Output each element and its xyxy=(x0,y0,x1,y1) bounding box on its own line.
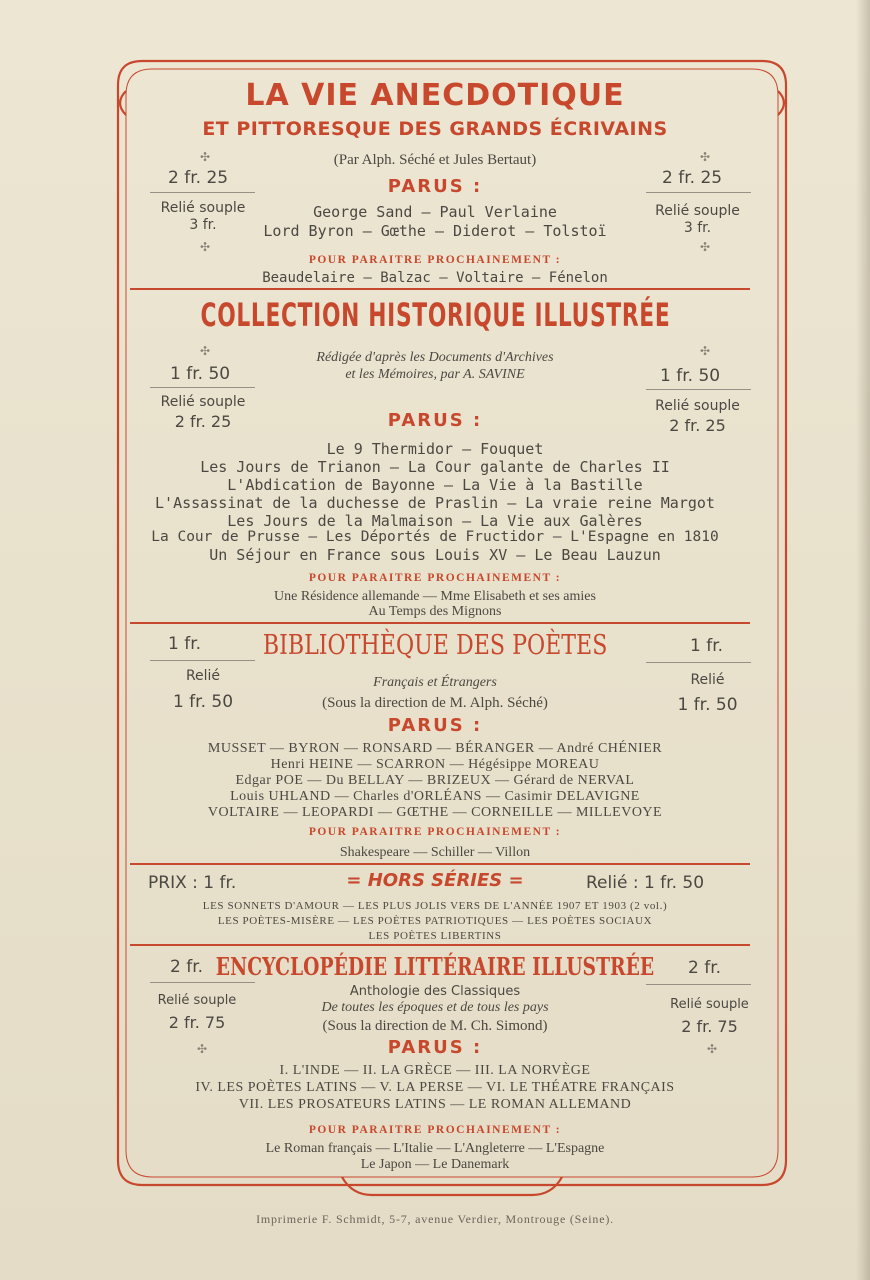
ornament-icon: ✣ xyxy=(196,1042,208,1056)
series-subtitle: ET PITTORESQUE DES GRANDS ÉCRIVAINS xyxy=(202,118,668,140)
series-title-vie-anecdotique: LA VIE ANECDOTIQUE xyxy=(245,78,625,113)
relie-price-left: 2 fr. 75 xyxy=(168,1013,226,1032)
series-description: et les Mémoires, par A. SAVINE xyxy=(345,367,525,382)
parus-line: Lord Byron — Gœthe — Diderot — Tolstoï xyxy=(263,222,607,240)
series-description: Rédigée d'après les Documents d'Archives xyxy=(316,350,554,365)
prochainement-heading: POUR PARAITRE PROCHAINEMENT : xyxy=(308,1124,562,1136)
price-left: 2 fr. xyxy=(170,957,204,977)
hors-series-relie-price: Relié : 1 fr. 50 xyxy=(586,873,705,893)
divider xyxy=(646,389,751,390)
relie-label-left: Relié souple xyxy=(160,394,246,410)
relie-price-right: 1 fr. 50 xyxy=(677,695,738,715)
relie-price-left: 2 fr. 25 xyxy=(174,412,232,431)
series-title-collection-historique: COLLECTION HISTORIQUE ILLUSTRÉE xyxy=(200,296,670,334)
parus-line: George Sand — Paul Verlaine xyxy=(313,203,557,221)
prochainement-heading: POUR PARAITRE PROCHAINEMENT : xyxy=(308,826,562,838)
parus-line: L'Assassinat de la duchesse de Praslin — La vraie reine Margot xyxy=(155,494,715,512)
parus-line: I. L'INDE — II. LA GRÈCE — III. LA NORVÈGE xyxy=(279,1063,591,1078)
ornament-icon: ✣ xyxy=(199,150,211,164)
hors-series-line: LES POÈTES LIBERTINS xyxy=(368,930,502,942)
prochainement-list: Au Temps des Mignons xyxy=(368,604,502,619)
price-right: 2 fr. xyxy=(688,958,722,978)
ornament-icon: ✣ xyxy=(699,344,711,358)
series-title-bibliotheque-poetes: BIBLIOTHÈQUE DES POÈTES xyxy=(262,630,608,661)
hors-series-price: PRIX : 1 fr. xyxy=(148,873,237,893)
section-rule xyxy=(130,622,750,624)
price-right: 2 fr. 25 xyxy=(662,168,723,188)
hors-series-title: = HORS SÉRIES = xyxy=(346,870,524,891)
parus-line: Un Séjour en France sous Louis XV — Le Beau Lauzun xyxy=(209,546,661,564)
relie-label-left: Relié xyxy=(185,668,221,684)
printer-imprint: Imprimerie F. Schmidt, 5-7, avenue Verdier, Montrouge (Seine). xyxy=(256,1212,614,1226)
parus-heading: PARUS : xyxy=(387,176,483,197)
parus-line: Edgar POE — Du BELLAY — BRIZEUX — Gérard de NERVAL xyxy=(235,773,635,788)
series-title-encyclopedie: ENCYCLOPÉDIE LITTÉRAIRE ILLUSTRÉE xyxy=(215,952,655,981)
hors-series-line: LES POÈTES-MISÈRE — LES POÈTES PATRIOTIQUES — LES POÈTES SOCIAUX xyxy=(217,915,653,927)
parus-line: IV. LES POÈTES LATINS — V. LA PERSE — VI. LE THÉATRE FRANÇAIS xyxy=(195,1080,675,1095)
parus-line: Louis UHLAND — Charles d'ORLÉANS — Casimir DELAVIGNE xyxy=(230,789,640,804)
ornament-icon: ✣ xyxy=(199,240,211,254)
parus-line: VOLTAIRE — LEOPARDI — GŒTHE — CORNEILLE — MILLEVOYE xyxy=(207,805,663,820)
prochainement-heading: POUR PARAITRE PROCHAINEMENT : xyxy=(308,572,562,584)
parus-line: Les Jours de Trianon — La Cour galante de Charles II xyxy=(200,458,670,476)
prochainement-list: Beaudelaire — Balzac — Voltaire — Fénelon xyxy=(262,270,608,286)
parus-line: Les Jours de la Malmaison — La Vie aux Galères xyxy=(227,512,643,530)
series-direction: (Sous la direction de M. Ch. Simond) xyxy=(322,1018,548,1034)
relie-price-left: 3 fr. xyxy=(189,217,217,233)
series-subtitle: De toutes les époques et de tous les pays xyxy=(321,1000,549,1015)
ornament-icon: ✣ xyxy=(699,150,711,164)
ornament-icon: ✣ xyxy=(199,344,211,358)
parus-heading: PARUS : xyxy=(387,410,483,431)
divider xyxy=(646,662,751,663)
relie-label-left: Relié souple xyxy=(157,993,237,1008)
relie-price-right: 3 fr. xyxy=(683,220,712,236)
prochainement-list: Le Japon — Le Danemark xyxy=(360,1157,510,1172)
parus-line: L'Abdication de Bayonne — La Vie à la Bastille xyxy=(227,476,643,494)
relie-label-right: Relié souple xyxy=(670,997,749,1012)
price-left: 2 fr. 25 xyxy=(168,168,229,188)
price-left: 1 fr. xyxy=(168,634,202,654)
relie-price-right: 2 fr. 25 xyxy=(669,416,726,435)
section-rule xyxy=(130,944,750,946)
parus-heading: PARUS : xyxy=(387,715,483,736)
divider xyxy=(150,387,255,388)
relie-price-right: 2 fr. 75 xyxy=(681,1017,738,1036)
parus-line: MUSSET — BYRON — RONSARD — BÉRANGER — André CHÉNIER xyxy=(207,741,663,756)
section-rule xyxy=(130,863,750,865)
price-left: 1 fr. 50 xyxy=(170,364,231,384)
parus-heading: PARUS : xyxy=(387,1037,483,1058)
hors-series-line: LES SONNETS D'AMOUR — LES PLUS JOLIS VERS DE L'ANNÉE 1907 ET 1903 (2 vol.) xyxy=(202,900,668,912)
ornament-icon: ✣ xyxy=(706,1042,718,1056)
parus-line: Henri HEINE — SCARRON — Hégésippe MOREAU xyxy=(270,757,600,772)
section-rule xyxy=(130,288,750,290)
parus-line: Le 9 Thermidor — Fouquet xyxy=(326,440,544,458)
series-direction: (Sous la direction de M. Alph. Séché) xyxy=(322,695,548,711)
prochainement-list: Une Résidence allemande — Mme Elisabeth et ses amies xyxy=(274,589,596,604)
relie-label-right: Relié souple xyxy=(655,398,740,414)
parus-line: La Cour de Prusse — Les Déportés de Fructidor — L'Espagne en 1810 xyxy=(151,529,719,545)
price-right: 1 fr. 50 xyxy=(660,366,721,386)
relie-label-left: Relié souple xyxy=(160,200,246,216)
prochainement-list: Le Roman français — L'Italie — L'Angleterre — L'Espagne xyxy=(265,1141,605,1156)
price-right: 1 fr. xyxy=(690,636,724,656)
ornament-icon: ✣ xyxy=(699,240,711,254)
series-subtitle: Anthologie des Classiques xyxy=(349,984,521,999)
parus-line: VII. LES PROSATEURS LATINS — LE ROMAN ALLEMAND xyxy=(238,1097,632,1112)
relie-label-right: Relié souple xyxy=(655,203,740,219)
prochainement-list: Shakespeare — Schiller — Villon xyxy=(339,845,531,860)
relie-label-right: Relié xyxy=(690,672,725,688)
series-subtitle: Français et Étrangers xyxy=(373,675,497,690)
divider xyxy=(150,982,255,983)
prochainement-heading: POUR PARAITRE PROCHAINEMENT : xyxy=(308,254,562,266)
series-authors: (Par Alph. Séché et Jules Bertaut) xyxy=(333,152,537,168)
relie-price-left: 1 fr. 50 xyxy=(172,692,234,712)
